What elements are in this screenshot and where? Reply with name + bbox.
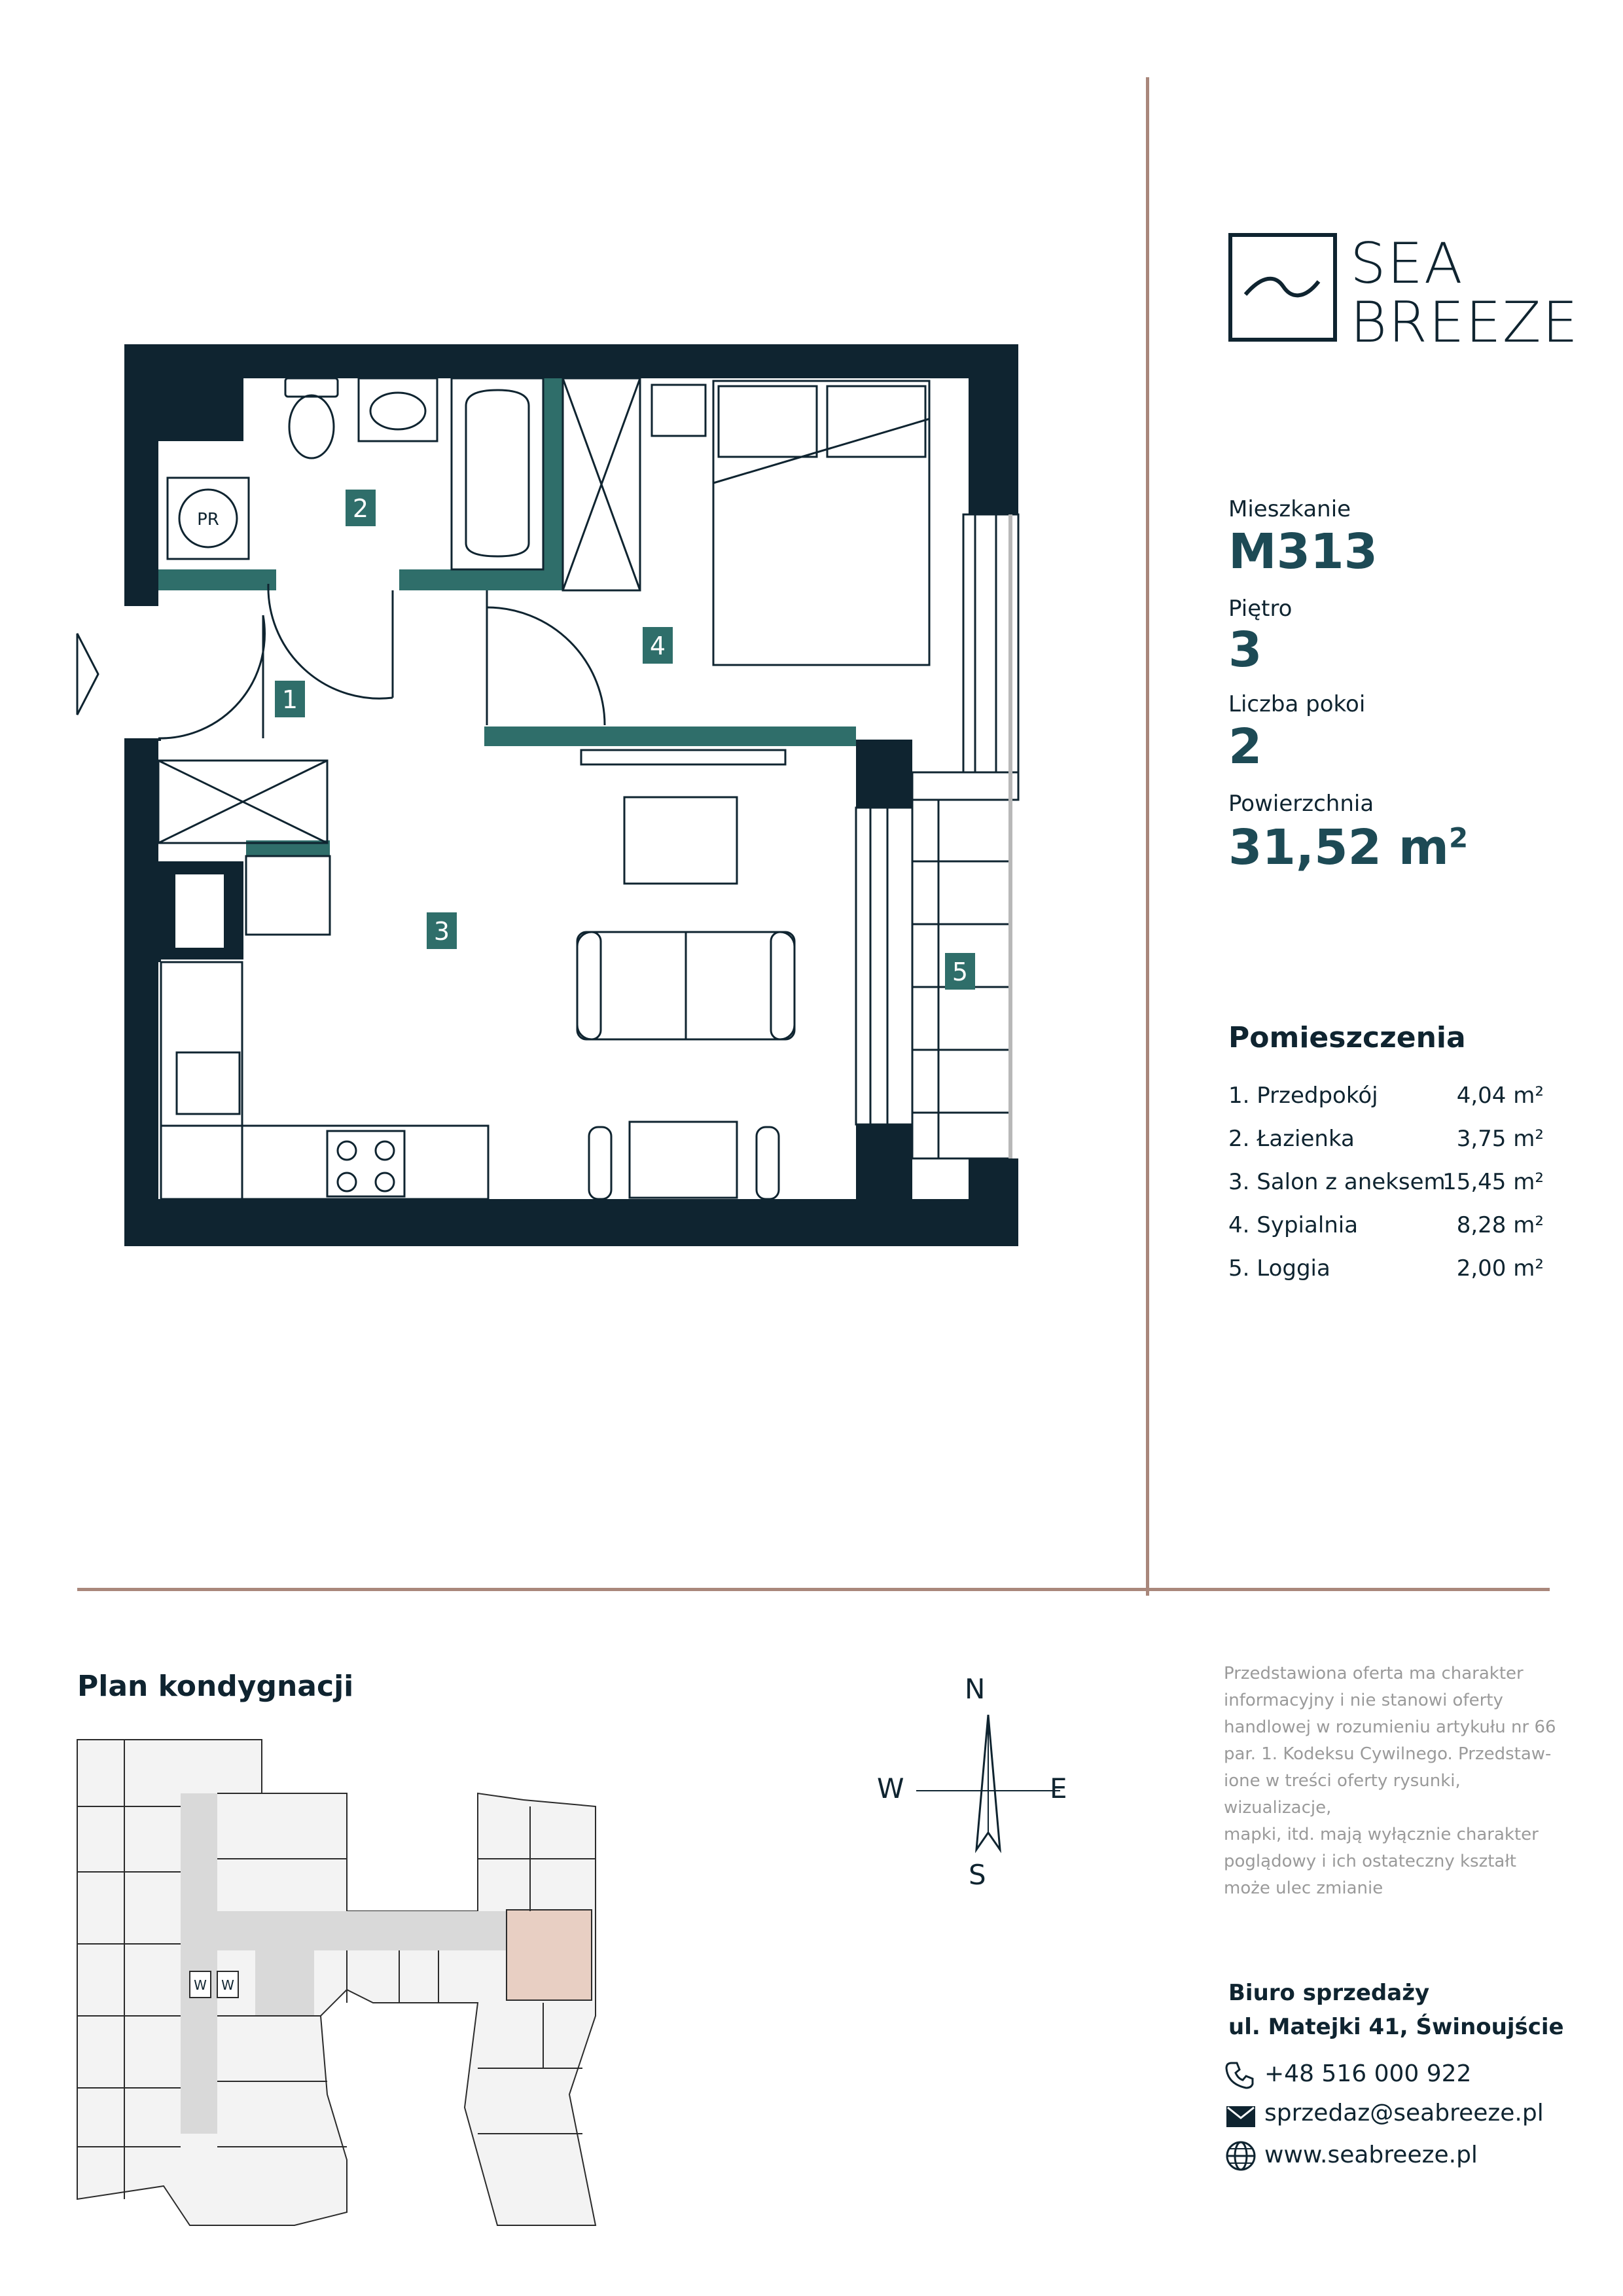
- email-link[interactable]: sprzedaz@seabreeze.pl: [1264, 2100, 1544, 2126]
- room-badge-label: 4: [649, 632, 666, 660]
- room-name: 4. Sypialnia: [1228, 1212, 1359, 1238]
- office-address: ul. Matejki 41, Świnoujście: [1228, 2014, 1564, 2040]
- room-badge-label: 1: [281, 685, 298, 714]
- room-row: [1228, 1255, 1549, 1288]
- washer-label: PR: [197, 510, 219, 529]
- room-name: 3. Salon z aneksem: [1228, 1169, 1446, 1195]
- disclaimer-line: handlowej w rozumieniu artykułu nr 66: [1224, 1717, 1556, 1737]
- room-area: 15,45 m²: [1442, 1169, 1544, 1195]
- compass-east: E: [1050, 1772, 1067, 1804]
- floor-value: 3: [1228, 622, 1262, 678]
- disclaimer-line: mapki, itd. mają wyłącznie charakter: [1224, 1825, 1539, 1844]
- stair-w-label: W: [194, 1977, 207, 1993]
- room-area: 3,75 m²: [1456, 1126, 1544, 1152]
- room-name: 2. Łazienka: [1228, 1126, 1355, 1152]
- compass-west: W: [877, 1772, 904, 1804]
- room-badge-label: 5: [952, 958, 969, 986]
- room-area: 8,28 m²: [1456, 1212, 1544, 1238]
- logo-text-line2: BREEZE: [1350, 290, 1579, 355]
- wave-icon: [1243, 272, 1321, 305]
- office-title: Biuro sprzedaży: [1228, 1980, 1430, 2006]
- horizontal-divider: [77, 1588, 1550, 1591]
- room-badge-label: 2: [352, 494, 369, 523]
- rooms-title: Pomieszczenia: [1228, 1021, 1466, 1054]
- globe-icon: [1225, 2140, 1257, 2172]
- phone-icon: [1225, 2060, 1254, 2089]
- area-unit-sup: 2: [1448, 821, 1469, 854]
- stair-w-label: W: [221, 1977, 234, 1993]
- vertical-divider: [1146, 77, 1149, 1596]
- room-name: 5. Loggia: [1228, 1255, 1330, 1282]
- floor-label: Piętro: [1228, 596, 1293, 622]
- rooms-count-label: Liczba pokoi: [1228, 691, 1366, 717]
- room-badge-label: 3: [433, 917, 450, 946]
- area-number: 31,52 m: [1228, 819, 1449, 876]
- disclaimer-line: ione w treści oferty rysunki, wizualizacje,: [1224, 1771, 1461, 1818]
- room-area: 4,04 m²: [1456, 1083, 1544, 1109]
- apartment-label: Mieszkanie: [1228, 496, 1351, 522]
- shaft: [175, 874, 224, 948]
- building-floor-plan: [72, 1728, 622, 2238]
- room-name: 1. Przedpokój: [1228, 1083, 1378, 1109]
- room-row: [1228, 1083, 1549, 1115]
- disclaimer-line: informacyjny i nie stanowi oferty: [1224, 1691, 1503, 1710]
- logo-text-line1: SEA: [1350, 231, 1464, 296]
- area-label: Powierzchnia: [1228, 791, 1374, 817]
- rooms-count-value: 2: [1228, 719, 1262, 775]
- area-value: [1228, 819, 1468, 876]
- apartment-highlight: [507, 1910, 592, 2000]
- room-row: [1228, 1169, 1549, 1202]
- floor-plan-title: Plan kondygnacji: [77, 1670, 354, 1703]
- room-area: 2,00 m²: [1456, 1255, 1544, 1282]
- disclaimer-line: poglądowy i ich ostateczny kształt: [1224, 1852, 1516, 1871]
- disclaimer-line: Przedstawiona oferta ma charakter: [1224, 1664, 1524, 1683]
- room-row: [1228, 1126, 1549, 1158]
- disclaimer: [1224, 1660, 1558, 1902]
- website-link[interactable]: www.seabreeze.pl: [1264, 2142, 1478, 2168]
- compass-north: N: [965, 1673, 986, 1705]
- email-icon: [1225, 2105, 1257, 2128]
- disclaimer-line: par. 1. Kodeksu Cywilnego. Przedstaw-: [1224, 1744, 1552, 1764]
- apartment-number: M313: [1228, 524, 1378, 580]
- outer-walls: [124, 344, 1018, 1246]
- compass-south: S: [969, 1859, 986, 1891]
- disclaimer-line: może ulec zmianie: [1224, 1878, 1383, 1898]
- phone-link[interactable]: +48 516 000 922: [1264, 2060, 1472, 2087]
- compass-icon: [903, 1702, 1073, 1872]
- apartment-floorplan: [0, 0, 1113, 1309]
- entrance-arrow-icon: [77, 634, 98, 715]
- room-row: [1228, 1212, 1549, 1245]
